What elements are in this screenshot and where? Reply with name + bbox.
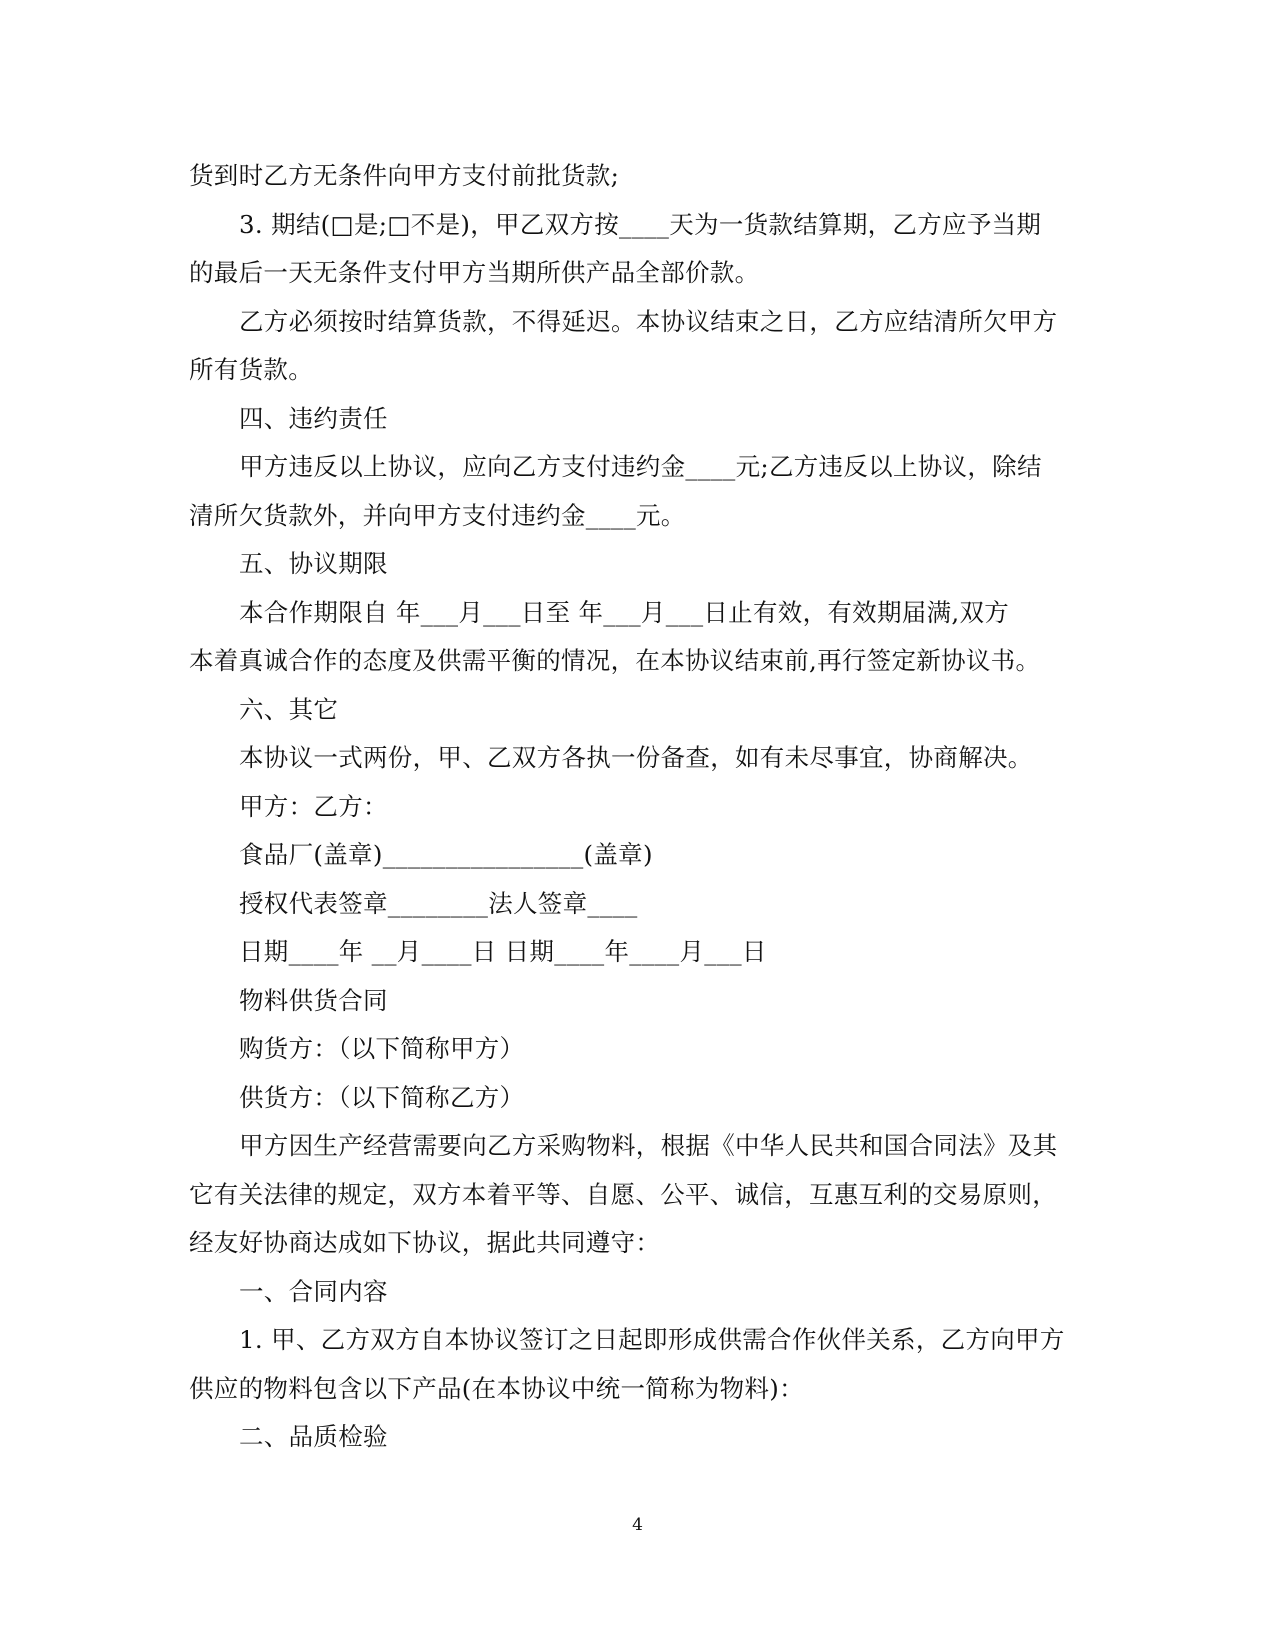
signature-representative-line: 授权代表签章________法人签章____ — [239, 888, 638, 918]
text-line: 它有关法律的规定，双方本着平等、自愿、公平、诚信，互惠互利的交易原则， — [189, 1179, 1057, 1209]
contract-title: 物料供货合同 — [239, 985, 388, 1015]
text-line: 清所欠货款外，并向甲方支付违约金____元。 — [189, 500, 686, 530]
text-line: 货到时乙方无条件向甲方支付前批货款; — [189, 161, 620, 190]
text-line: 供应的物料包含以下产品(在本协议中统一简称为物料)： — [189, 1373, 804, 1403]
document-body — [189, 152, 1069, 1462]
section-heading: 五、协议期限 — [239, 549, 388, 578]
text-line: 本着真诚合作的态度及供需平衡的情况，在本协议结束前,再行签定新协议书。 — [189, 646, 1041, 675]
section-heading: 六、其它 — [239, 694, 339, 724]
text-line: 甲方因生产经营需要向乙方采购物料，根据《中华人民共和国合同法》及其 — [239, 1131, 1058, 1160]
section-heading: 四、违约责任 — [239, 403, 388, 433]
signature-date-line: 日期____年 __月____日 日期____年____月___日 — [239, 937, 767, 966]
text-line: 经友好协商达成如下协议，据此共同遵守： — [189, 1228, 661, 1257]
text-line: 本协议一式两份，甲、乙双方各执一份备查，如有未尽事宜，协商解决。 — [239, 743, 1033, 772]
page-number: 4 — [632, 1515, 643, 1535]
supplier-line: 供货方：（以下简称乙方） — [239, 1082, 525, 1112]
text-line: 3. 期结(□是;□不是)，甲乙双方按____天为一货款结算期，乙方应予当期 — [239, 209, 1042, 239]
text-line: 1. 甲、乙方双方自本协议签订之日起即形成供需合作伙伴关系，乙方向甲方 — [239, 1325, 1065, 1354]
signature-seal-line: 食品厂(盖章)________________(盖章) — [239, 840, 653, 869]
text-line: 的最后一天无条件支付甲方当期所供产品全部价款。 — [189, 258, 760, 287]
section-heading: 一、合同内容 — [239, 1276, 388, 1306]
text-line: 本合作期限自 年___月___日至 年___月___日止有效，有效期届满,双方 — [239, 597, 1010, 627]
text-line: 乙方必须按时结算货款，不得延迟。本协议结束之日，乙方应结清所欠甲方 — [239, 306, 1058, 336]
section-heading: 二、品质检验 — [239, 1422, 388, 1451]
text-line: 甲方违反以上协议，应向乙方支付违约金____元;乙方违反以上协议，除结 — [239, 452, 1042, 481]
text-line: 所有货款。 — [189, 355, 313, 384]
buyer-line: 购货方：（以下简称甲方） — [239, 1034, 525, 1063]
signature-parties: 甲方：乙方： — [239, 791, 388, 821]
